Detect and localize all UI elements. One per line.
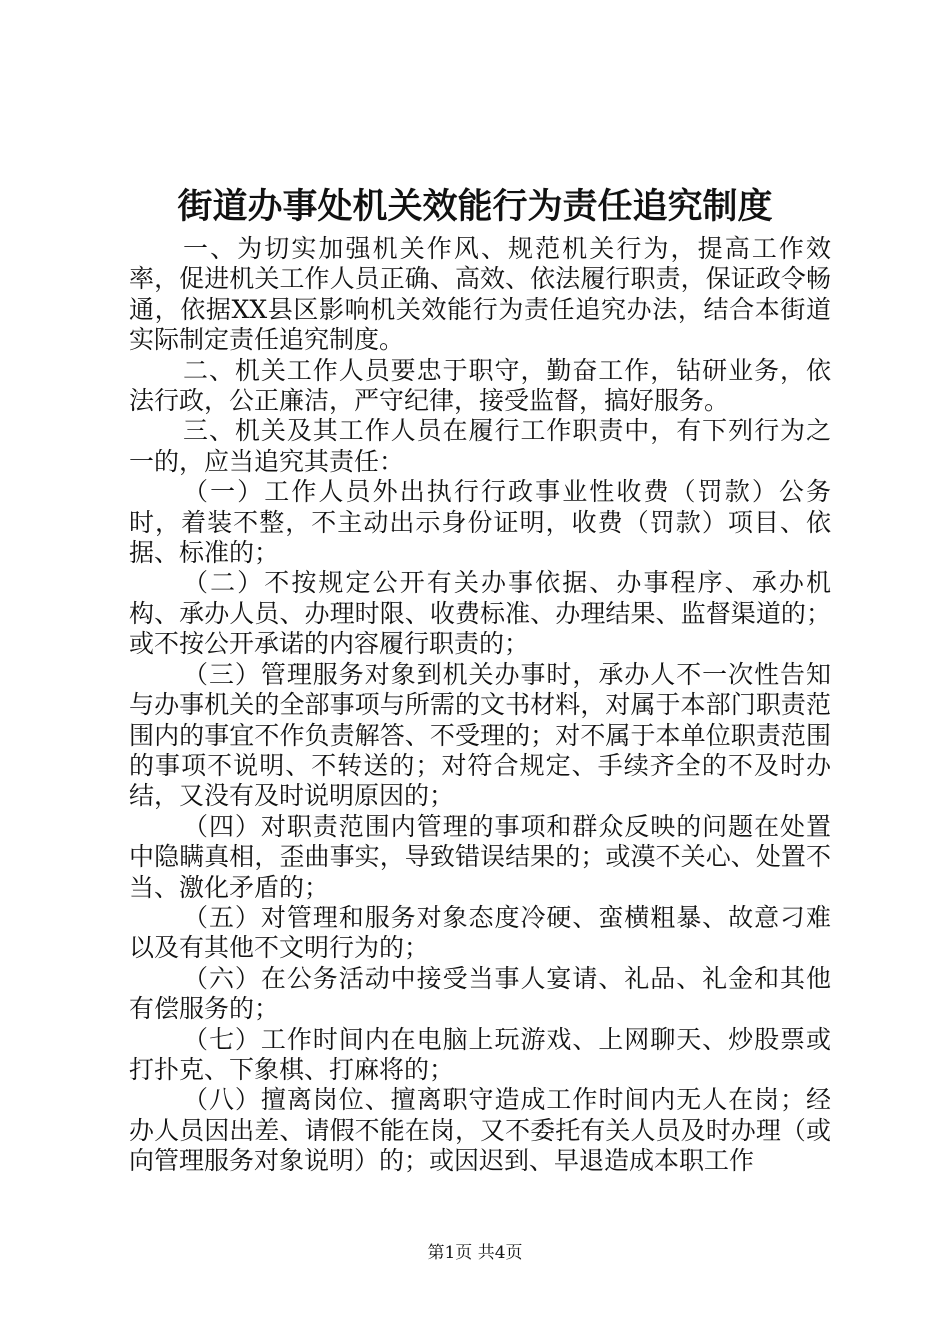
list-item-6: （六）在公务活动中接受当事人宴请、礼品、礼金和其他有偿服务的； bbox=[129, 963, 831, 1024]
list-item-5: （五）对管理和服务对象态度冷硬、蛮横粗暴、故意刁难以及有其他不文明行为的； bbox=[129, 902, 831, 963]
paragraph-1: 一、为切实加强机关作风、规范机关行为，提高工作效率，促进机关工作人员正确、高效、依法履行职责，保证政令畅通，依据XX县区影响机关效能行为责任追究办法，结合本街道实际制定责任追究制度。 bbox=[129, 234, 831, 355]
list-item-2: （二）不按规定公开有关办事依据、办事程序、承办机构、承办人员、办理时限、收费标准、办理结果、监督渠道的；或不按公开承诺的内容履行职责的； bbox=[129, 568, 831, 659]
list-item-8: （八）擅离岗位、擅离职守造成工作时间内无人在岗；经办人员因出差、请假不能在岗，又不委托有关人员及时办理（或向管理服务对象说明）的；或因迟到、早退造成本职工作 bbox=[129, 1085, 831, 1176]
document-body bbox=[129, 234, 831, 1177]
page-footer: 第1页 共4页 bbox=[427, 1243, 523, 1263]
document-title: 街道办事处机关效能行为责任追究制度 bbox=[177, 186, 773, 227]
list-item-1: （一）工作人员外出执行行政事业性收费（罚款）公务时，着装不整，不主动出示身份证明，收费（罚款）项目、依据、标准的； bbox=[129, 477, 831, 568]
list-item-7: （七）工作时间内在电脑上玩游戏、上网聊天、炒股票或打扑克、下象棋、打麻将的； bbox=[129, 1024, 831, 1084]
paragraph-3: 三、机关及其工作人员在履行工作职责中，有下列行为之一的，应当追究其责任： bbox=[129, 416, 831, 476]
list-item-4: （四）对职责范围内管理的事项和群众反映的问题在处置中隐瞒真相，歪曲事实，导致错误结果的；或漠不关心、处置不当、激化矛盾的； bbox=[129, 811, 831, 902]
list-item-3: （三）管理服务对象到机关办事时，承办人不一次性告知与办事机关的全部事项与所需的文书材料，对属于本部门职责范围内的事宜不作负责解答、不受理的；对不属于本单位职责范围的事项不说明、不转送的；对符合规定、手续齐全的不及时办结，又没有及时说明原因的； bbox=[129, 659, 831, 811]
paragraph-2: 二、机关工作人员要忠于职守，勤奋工作，钻研业务，依法行政，公正廉洁，严守纪律，接受监督，搞好服务。 bbox=[129, 355, 831, 416]
